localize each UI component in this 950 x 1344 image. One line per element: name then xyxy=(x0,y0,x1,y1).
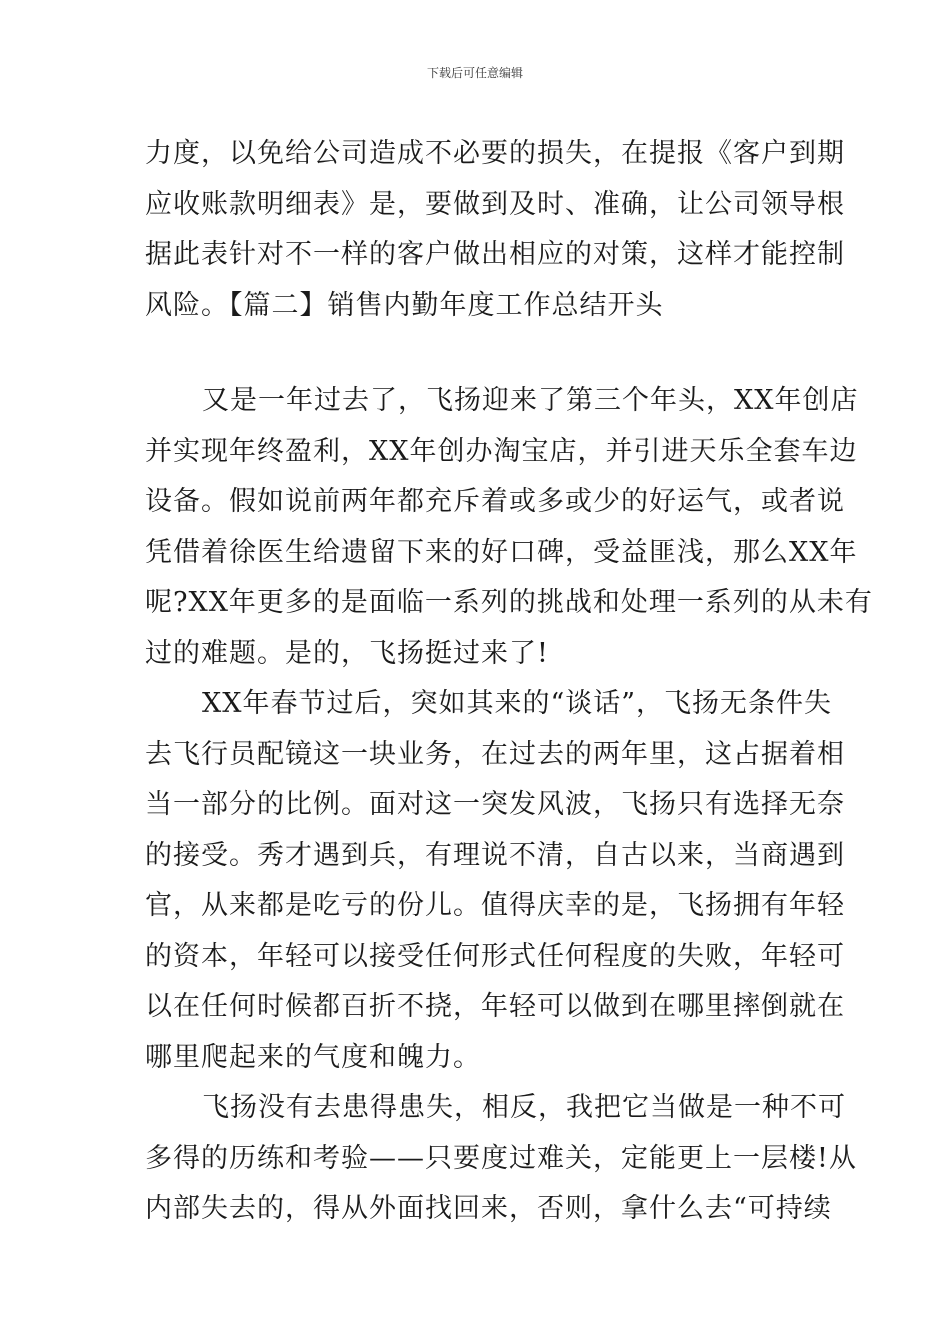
text-line: 呢?XX年更多的是面临一系列的挑战和处理一系列的从未有 xyxy=(145,587,873,618)
paragraph-block-2 xyxy=(145,376,873,1235)
text-line: 凭借着徐医生给遗留下来的好口碑，受益匪浅，那么XX年 xyxy=(145,536,858,568)
text-line: 应收账款明细表》是，要做到及时、准确，让公司领导根 xyxy=(145,188,845,220)
text-line: 设备。假如说前两年都充斥着或多或少的好运气，或者说 xyxy=(145,486,845,517)
text-line: 的接受。秀才遇到兵，有理说不清，自古以来，当商遇到 xyxy=(145,839,845,871)
text-line: XX年春节过后，突如其来的“谈话”，飞扬无条件失 xyxy=(202,688,833,719)
text-line: 多得的历练和考验——只要度过难关，定能更上一层楼!从 xyxy=(145,1142,857,1174)
text-line: 以在任何时候都百折不挠，年轻可以做到在哪里摔倒就在 xyxy=(145,991,845,1022)
text-line: 过的难题。是的，飞扬挺过来了! xyxy=(145,637,549,669)
text-line: 内部失去的，得从外面找回来，否则，拿什么去“可持续 xyxy=(145,1193,832,1224)
text-line: 哪里爬起来的气度和魄力。 xyxy=(145,1041,481,1073)
text-line: 又是一年过去了，飞扬迎来了第三个年头，XX年创店 xyxy=(202,385,859,416)
text-line: 飞扬没有去患得患失，相反，我把它当做是一种不可 xyxy=(202,1092,846,1123)
text-line: 风险。【篇二】销售内勤年度工作总结开头 xyxy=(145,289,664,321)
text-line: 官，从来都是吃亏的份儿。值得庆幸的是，飞扬拥有年轻 xyxy=(145,890,845,921)
page-header: 下载后可任意编辑 xyxy=(426,66,523,80)
text-line: 力度，以免给公司造成不必要的损失，在提报《客户到期 xyxy=(145,138,845,169)
text-line: 据此表针对不一样的客户做出相应的对策，这样才能控制 xyxy=(145,239,845,270)
paragraph-block-1 xyxy=(145,129,845,331)
text-line: 去飞行员配镜这一块业务，在过去的两年里，这占据着相 xyxy=(145,738,845,770)
text-line: 的资本，年轻可以接受任何形式任何程度的失败，年轻可 xyxy=(145,940,845,972)
text-line: 并实现年终盈利，XX年创办淘宝店，并引进天乐全套车边 xyxy=(145,435,858,467)
text-line: 当一部分的比例。面对这一突发风波，飞扬只有选择无奈 xyxy=(145,789,845,820)
